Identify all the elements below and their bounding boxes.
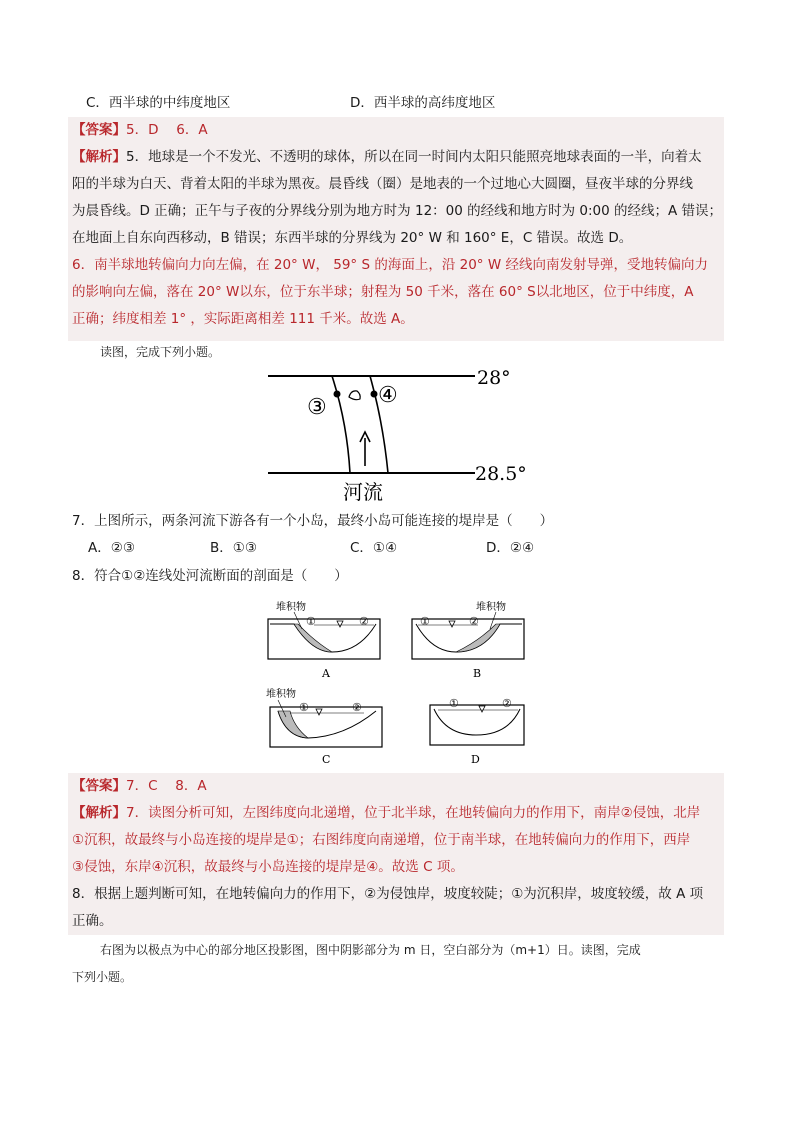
intro-text: 下列小题。 <box>72 970 133 984</box>
profile-c-mark-2: ② <box>352 701 362 714</box>
analysis-line: 的影响向左偏，落在 20° W以东，位于东半球；射程为 50 千米，落在 60° S以北地区，位于中纬度，A <box>72 284 694 300</box>
profile-d <box>430 697 524 766</box>
river-label: 河流 <box>343 480 383 504</box>
analysis-label: 【解析】 <box>72 149 126 165</box>
latitude-28: 28° <box>477 367 511 389</box>
analysis-line: 8．根据上题判断可知，在地转偏向力的作用下，②为侵蚀岸，坡度较陡；①为沉积岸，坡度较缓，故 A 项 <box>72 886 704 902</box>
analysis-line: 正确。 <box>72 913 113 929</box>
profile-b-label: B <box>473 667 482 680</box>
analysis-line <box>72 800 724 827</box>
river-left-bank <box>332 376 350 473</box>
label-3: ③ <box>307 395 327 420</box>
analysis-text: 5．地球是一个不发光、不透明的球体，所以在同一时间内太阳只能照亮地球表面的一半，向着太 <box>126 149 702 165</box>
profile-a-sediment: 堆积物 <box>276 602 306 613</box>
analysis-label: 【解析】 <box>72 805 126 821</box>
intro-text: 右图为以极点为中心的部分地区投影图，图中阴影部分为 m 日，空白部分为（m+1）日。读图，完成 <box>100 943 641 957</box>
analysis-line: ③侵蚀，东岸④沉积，故最终与小岛连接的堤岸是④。故选 C 项。 <box>72 859 464 875</box>
analysis-line: 阳的半球为白天、背着太阳的半球为黑夜。晨昏线（圈）是地表的一个过地心大圆圈，昼夜半球的分界线 <box>72 176 693 192</box>
answer-text: 5．D 6．A <box>126 122 208 138</box>
analysis-text: 7．读图分析可知，左图纬度向北递增，位于北半球，在地转偏向力的作用下，南岸②侵蚀，北岸 <box>126 805 701 821</box>
analysis-line: 正确；纬度相差 1° ，实际距离相差 111 千米。故选 A。 <box>72 311 414 327</box>
analysis-line: 6．南半球地转偏向力向左偏，在 20° W， 59° S 的海面上，沿 20° W 经线向南发射导弹，受地转偏向力 <box>72 257 708 273</box>
latitude-28-5: 28.5° <box>475 463 527 485</box>
option-d: D．西半球的高纬度地区 <box>350 95 496 111</box>
answer-text: 7．C 8．A <box>126 778 207 794</box>
answer-line-2 <box>72 773 724 800</box>
profile-c-mark-1: ① <box>299 701 309 714</box>
analysis-line: 为晨昏线。D 正确；正午与子夜的分界线分别为地方时为 12：00 的经线和地方时为 0:00 的经线；A 错误； <box>72 203 723 219</box>
profile-d-mark-1: ① <box>449 697 459 710</box>
river-latitude-figure <box>265 362 530 504</box>
point-right <box>371 391 378 398</box>
profile-a <box>268 600 380 680</box>
profile-b-mark-2: ② <box>469 615 479 628</box>
q7-option-c: C．①④ <box>350 540 398 556</box>
profile-a-label: A <box>322 667 330 680</box>
option-c: C．西半球的中纬度地区 <box>86 95 231 111</box>
profile-a-mark-1: ① <box>306 615 316 628</box>
q7-option-a: A．②③ <box>88 540 135 556</box>
profile-a-mark-2: ② <box>359 615 369 628</box>
question-8-stem: 8．符合①②连线处河流断面的剖面是（ ） <box>72 568 348 584</box>
profile-c-sediment: 堆积物 <box>266 689 296 700</box>
profile-b <box>412 600 524 680</box>
answer-label: 【答案】 <box>72 122 126 138</box>
river-profile-figure <box>264 597 534 772</box>
answer-label: 【答案】 <box>72 778 126 794</box>
label-4: ④ <box>378 383 398 408</box>
analysis-line: 在地面上自东向西移动，B 错误；东西半球的分界线为 20° W 和 160° E，C 错误。故选 D。 <box>72 230 633 246</box>
profile-b-mark-1: ① <box>420 615 430 628</box>
q7-option-d: D．②④ <box>486 540 535 556</box>
point-left <box>334 391 341 398</box>
profile-d-mark-2: ② <box>502 697 512 710</box>
intro-text: 读图，完成下列小题。 <box>100 345 221 359</box>
answer-line-1 <box>72 117 724 144</box>
question-7-stem: 7．上图所示，两条河流下游各有一个小岛，最终小岛可能连接的堤岸是（ ） <box>72 513 554 529</box>
island <box>349 391 360 400</box>
profile-c-label: C <box>322 753 331 766</box>
analysis-line: ①沉积，故最终与小岛连接的堤岸是①；右图纬度向南递增，位于南半球，在地转偏向力的作用下，西岸 <box>72 832 691 848</box>
profile-d-label: D <box>471 753 480 766</box>
profile-c <box>266 687 382 766</box>
q7-option-b: B．①③ <box>210 540 257 556</box>
analysis-line <box>72 144 724 171</box>
profile-b-sediment: 堆积物 <box>476 602 506 613</box>
